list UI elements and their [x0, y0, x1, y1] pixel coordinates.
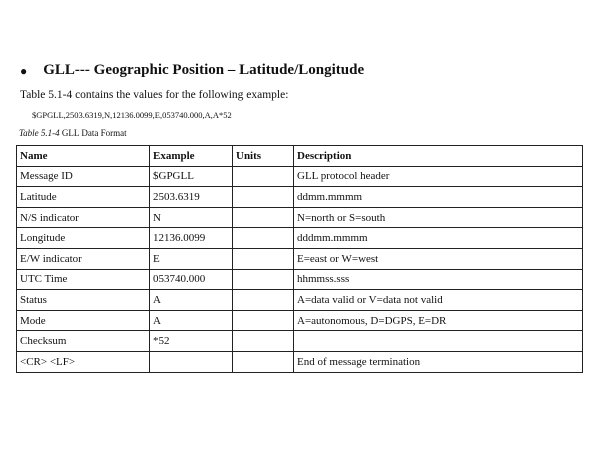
- cell-units: [233, 351, 294, 372]
- table-header-row: [17, 146, 583, 167]
- cell-example: $GPGLL: [150, 166, 233, 187]
- cell-name: Latitude: [17, 187, 150, 208]
- intro-text: Table 5.1-4 contains the values for the following example:: [20, 89, 289, 101]
- header-example: Example: [150, 146, 233, 167]
- cell-description: E=east or W=west: [294, 248, 583, 269]
- table-caption-label: Table 5.1-4: [19, 128, 60, 138]
- cell-example: E: [150, 248, 233, 269]
- table-caption-text: GLL Data Format: [59, 128, 127, 138]
- table-row: [17, 290, 583, 311]
- section-title: GLL--- Geographic Position – Latitude/Longitude: [43, 62, 365, 78]
- table-row: [17, 248, 583, 269]
- cell-name: N/S indicator: [17, 207, 150, 228]
- table-row: [17, 310, 583, 331]
- cell-description: N=north or S=south: [294, 207, 583, 228]
- table-row: [17, 207, 583, 228]
- cell-name: <CR> <LF>: [17, 351, 150, 372]
- cell-example: A: [150, 290, 233, 311]
- cell-units: [233, 228, 294, 249]
- cell-units: [233, 248, 294, 269]
- cell-description: GLL protocol header: [294, 166, 583, 187]
- table-row: [17, 269, 583, 290]
- cell-units: [233, 331, 294, 352]
- cell-example: 12136.0099: [150, 228, 233, 249]
- cell-example: [150, 351, 233, 372]
- example-sentence: $GPGLL,2503.6319,N,12136.0099,E,053740.000,A,A*52: [32, 110, 232, 120]
- table-row: [17, 331, 583, 352]
- header-description: Description: [294, 146, 583, 167]
- cell-units: [233, 187, 294, 208]
- cell-name: Mode: [17, 310, 150, 331]
- cell-example: A: [150, 310, 233, 331]
- cell-example: N: [150, 207, 233, 228]
- table-row: [17, 351, 583, 372]
- cell-units: [233, 207, 294, 228]
- cell-units: [233, 269, 294, 290]
- table-row: [17, 187, 583, 208]
- cell-name: E/W indicator: [17, 248, 150, 269]
- cell-description: A=data valid or V=data not valid: [294, 290, 583, 311]
- cell-example: 2503.6319: [150, 187, 233, 208]
- bullet-icon: ●: [20, 63, 28, 78]
- section-heading: [20, 62, 364, 79]
- header-units: Units: [233, 146, 294, 167]
- cell-description: [294, 331, 583, 352]
- gll-data-format-table: [16, 145, 583, 373]
- cell-name: Longitude: [17, 228, 150, 249]
- cell-description: dddmm.mmmm: [294, 228, 583, 249]
- table-caption: [19, 128, 127, 138]
- cell-description: hhmmss.sss: [294, 269, 583, 290]
- cell-example: 053740.000: [150, 269, 233, 290]
- cell-description: ddmm.mmmm: [294, 187, 583, 208]
- cell-units: [233, 310, 294, 331]
- cell-example: *52: [150, 331, 233, 352]
- table-row: [17, 228, 583, 249]
- cell-units: [233, 290, 294, 311]
- cell-units: [233, 166, 294, 187]
- cell-description: End of message termination: [294, 351, 583, 372]
- table-row: [17, 166, 583, 187]
- cell-name: Status: [17, 290, 150, 311]
- cell-name: Checksum: [17, 331, 150, 352]
- cell-description: A=autonomous, D=DGPS, E=DR: [294, 310, 583, 331]
- cell-name: Message ID: [17, 166, 150, 187]
- header-name: Name: [17, 146, 150, 167]
- cell-name: UTC Time: [17, 269, 150, 290]
